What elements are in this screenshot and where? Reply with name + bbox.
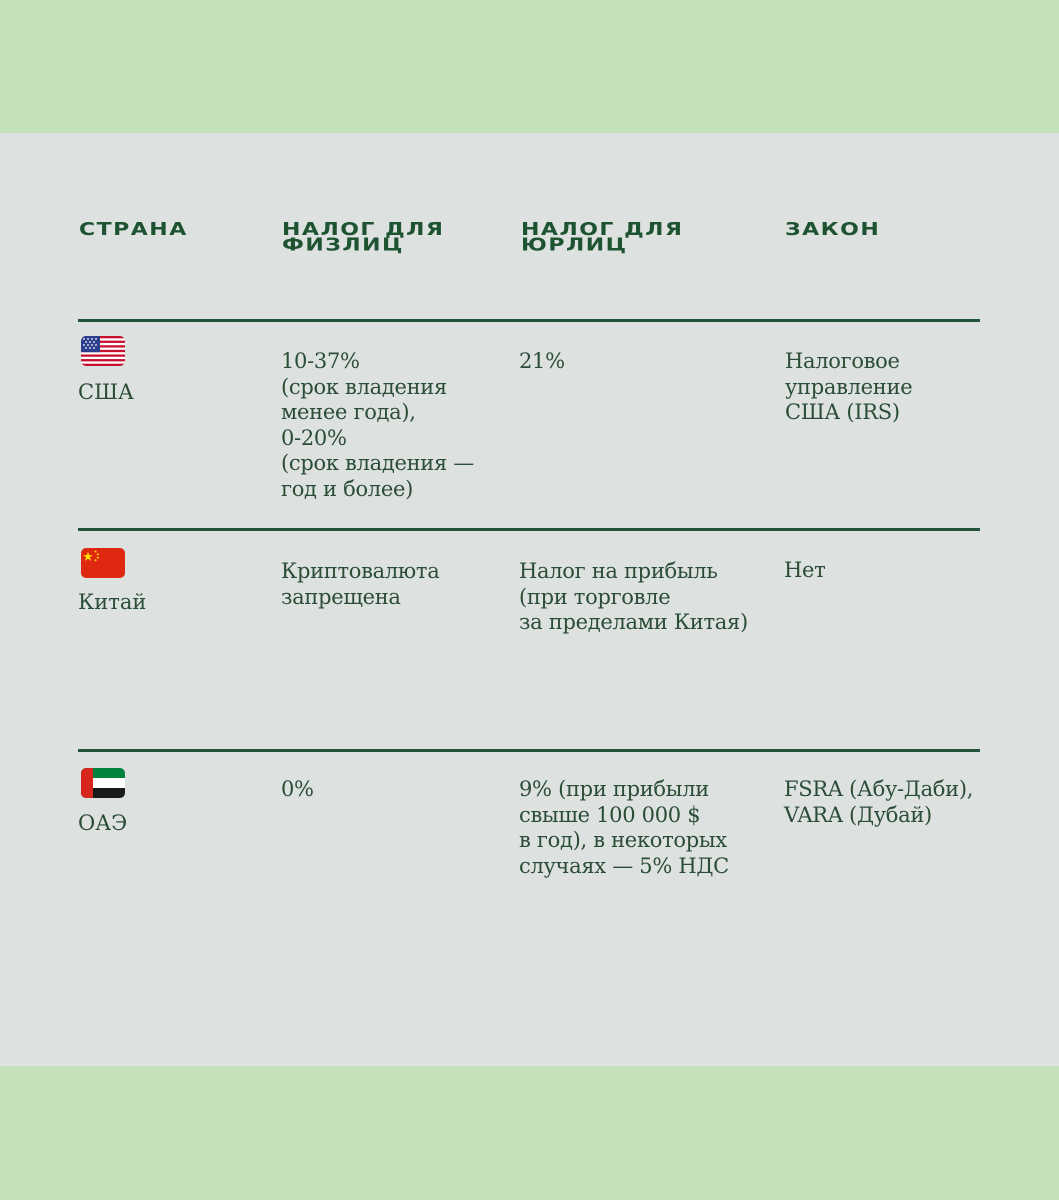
uae-legal-tax: 9% (при прибыли свыше 100 000 $ в год), в некоторых случаях — 5% НДС <box>519 777 729 878</box>
header-legal-tax: НАЛОГ ДЛЯ ЮРЛИЦ <box>521 219 684 256</box>
uae-flag-icon <box>81 768 125 798</box>
top-band <box>0 0 1059 133</box>
china-flag-icon <box>81 548 125 578</box>
china-individual-tax: Криптовалюта запрещена <box>281 559 440 609</box>
row-divider <box>78 749 980 752</box>
row-divider <box>78 319 980 322</box>
china-legal-tax: Налог на прибыль (при торговле за пределами Китая) <box>519 559 748 634</box>
china-law: Нет <box>784 558 826 582</box>
usa-individual-tax: 10-37% (срок владения менее года), 0-20% (срок владения — год и более) <box>281 349 474 501</box>
row-divider <box>78 528 980 531</box>
header-law: ЗАКОН <box>785 219 881 241</box>
usa-legal-tax: 21% <box>519 349 565 373</box>
bottom-band <box>0 1066 1059 1200</box>
country-name-usa: США <box>78 380 134 404</box>
header-individual-tax: НАЛОГ ДЛЯ ФИЗЛИЦ <box>282 219 445 256</box>
uae-law: FSRA (Абу-Даби), VARA (Дубай) <box>784 777 974 827</box>
us-flag-icon <box>81 336 125 366</box>
header-country: СТРАНА <box>79 219 188 241</box>
usa-law: Налоговое управление США (IRS) <box>785 349 913 424</box>
country-name-china: Китай <box>78 590 147 614</box>
uae-individual-tax: 0% <box>281 777 314 801</box>
country-name-uae: ОАЭ <box>78 811 128 835</box>
